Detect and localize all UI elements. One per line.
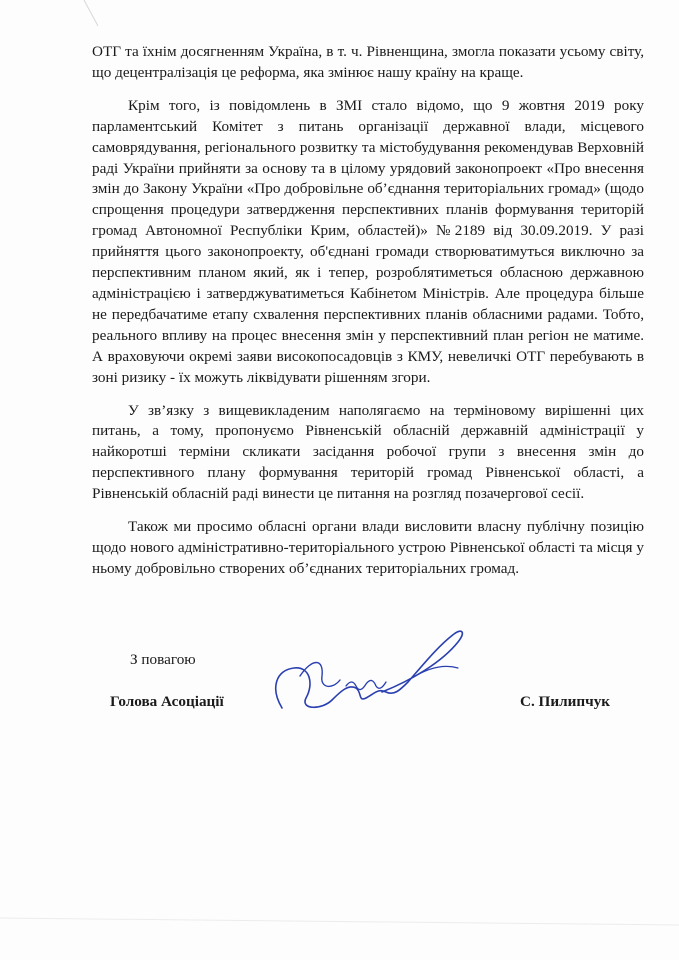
paragraph-demand: У зв’язку з вищевикладеним наполягаємо на терміновому вирішенні цих питань, а тому, пропонуємо Рівненській обласній державній адміністрації у найкоротші терміни скликати засідання робочої групи з внесення змін до перспективного плану формування територій громад Рівненської області, а Рівненській обласній раді винести це питання на розгляд позачергової сесії. xyxy=(92,401,644,503)
signer-name: С. Пилипчук xyxy=(520,693,611,710)
handwritten-signature xyxy=(262,618,472,728)
letter-body xyxy=(92,42,644,592)
paragraph-request: Також ми просимо обласні органи влади висловити власну публічну позицію щодо нового адміністративно-територіального устрою Рівненської області та місця у ньому добровільно створених об’єднаних територіальних громад. xyxy=(92,518,644,577)
paragraph-continuation: ОТГ та їхнім досягненням Україна, в т. ч. Рівненщина, змогла показати усьому світу, що децентралізація це реформа, яка змінює нашу країну на краще. xyxy=(92,43,644,81)
signer-position: Голова Асоціації xyxy=(110,693,224,710)
closing-phrase: З повагою xyxy=(130,651,196,668)
paragraph-bill-info: Крім того, із повідомлень в ЗМІ стало відомо, що 9 жовтня 2019 року парламентський Комітет з питань організації державної влади, місцевого самоврядування, регіонального розвитку та містобудування рекомендував Верховній раді України прийняти за основу та в цілому урядовий законопроект «Про внесення змін до Закону України «Про добровільне об’єднання територіальних громад» (щодо спрощення процедури затвердження перспективних планів формування територій громад Автономної Республіки Крим, областей)» №2189 від 30.09.2019. У разі прийняття цього законопроекту, об'єднані громади створюватимуться виключно за перспективним планом який, як і тепер, розроблятиметься обласною державною адміністрацією і затверджуватиметься Кабінетом Міністрів. Але процедура більше не передбачатиме етапу схвалення перспективних планів обласними радами. Тобто, реального впливу на процес внесення змін у перспективний план регіон не матиме. А враховуючи окремі заяви високопосадовців з КМУ, невеличкі ОТГ перебувають в зоні ризику - їх можуть ліквідувати рішенням згори. xyxy=(92,96,644,386)
